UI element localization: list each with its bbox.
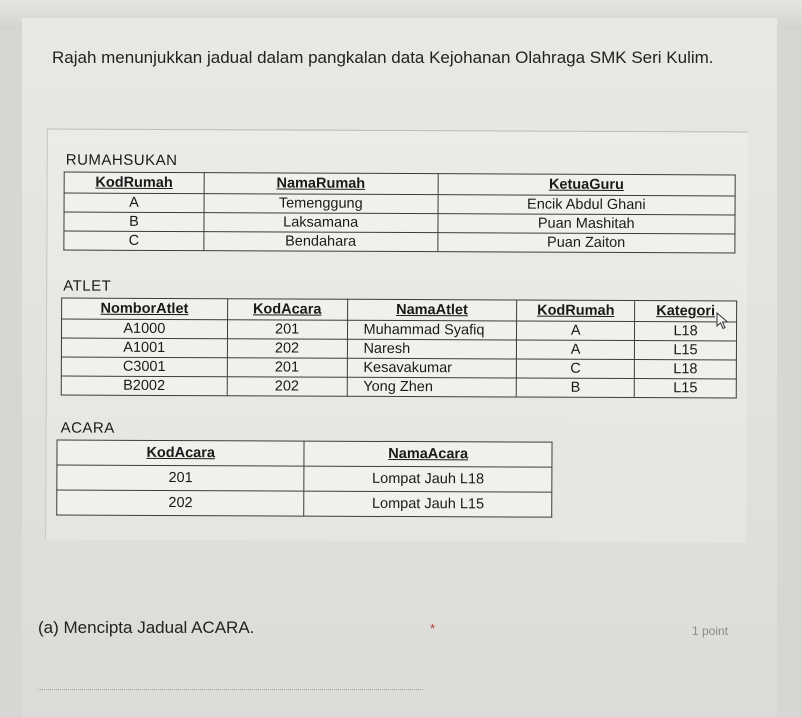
table-cell: 202 <box>57 490 305 516</box>
column-header: NamaAcara <box>304 441 552 467</box>
column-header: KetuaGuru <box>438 174 736 196</box>
table-cell: 202 <box>227 377 347 397</box>
question-text: Rajah menunjukkan jadual dalam pangkalan data Kejohanan Olahraga SMK Seri Kulim. <box>52 48 714 67</box>
table-cell: C <box>517 359 635 379</box>
table-cell: Naresh <box>347 339 517 359</box>
table-cell: Muhammad Syafiq <box>347 320 517 340</box>
table-row <box>57 490 552 517</box>
table-cell: 201 <box>227 320 347 340</box>
table-cell: C <box>64 231 204 251</box>
table-header-row <box>57 440 552 467</box>
table-header-row <box>62 298 737 322</box>
table-cell: A <box>517 340 635 360</box>
table-cell: Lompat Jauh L18 <box>304 466 552 492</box>
table-title-acara: ACARA <box>60 419 115 437</box>
table-cell: A <box>517 321 635 341</box>
column-header: KodRumah <box>64 172 204 194</box>
table-cell: Laksamana <box>204 213 438 233</box>
question-figure <box>45 128 748 542</box>
mouse-pointer-icon <box>716 312 730 330</box>
table-header-row <box>64 172 735 196</box>
table-cell: B2002 <box>61 376 227 396</box>
column-header: Kategori <box>635 301 737 322</box>
table-cell: L18 <box>635 322 737 341</box>
table-cell: L15 <box>635 341 737 360</box>
table-row <box>61 376 736 398</box>
required-marker: * <box>430 621 436 636</box>
table-cell: B <box>516 378 634 398</box>
table-cell: 201 <box>227 358 347 378</box>
table-title-rumahsukan: RUMAHSUKAN <box>65 151 178 170</box>
table-cell: Bendahara <box>204 232 438 252</box>
table-row <box>64 231 735 253</box>
column-header: KodAcara <box>227 299 347 321</box>
table-atlet <box>61 298 737 399</box>
column-header: NamaRumah <box>204 173 438 195</box>
table-cell: 201 <box>57 465 305 491</box>
table-cell: L18 <box>634 360 736 379</box>
table-cell: A <box>64 193 204 213</box>
answer-input[interactable] <box>38 689 423 690</box>
table-cell: Puan Mashitah <box>437 214 735 234</box>
table-cell: A1000 <box>61 319 227 339</box>
table-title-atlet: ATLET <box>63 277 112 295</box>
table-cell: B <box>64 212 204 232</box>
table-cell: Puan Zaiton <box>437 233 735 253</box>
column-header: KodRumah <box>517 300 635 322</box>
column-header: NamaAtlet <box>347 299 517 321</box>
table-rumahsukan <box>63 172 735 254</box>
table-cell: Kesavakumar <box>347 358 517 378</box>
table-cell: A1001 <box>61 338 227 358</box>
table-cell: Temenggung <box>204 194 438 214</box>
table-cell: Encik Abdul Ghani <box>438 195 736 215</box>
table-row <box>57 465 552 492</box>
question-part-a-label: (a) Mencipta Jadual ACARA. <box>38 618 255 637</box>
table-cell: 202 <box>227 339 347 359</box>
points-label: 1 point <box>692 624 729 638</box>
column-header: KodAcara <box>57 440 305 466</box>
column-header: NomborAtlet <box>62 298 228 320</box>
table-cell: Yong Zhen <box>347 377 517 397</box>
table-acara <box>56 440 552 518</box>
table-cell: Lompat Jauh L15 <box>304 491 552 517</box>
table-cell: C3001 <box>61 357 227 377</box>
table-cell: L15 <box>634 379 736 398</box>
